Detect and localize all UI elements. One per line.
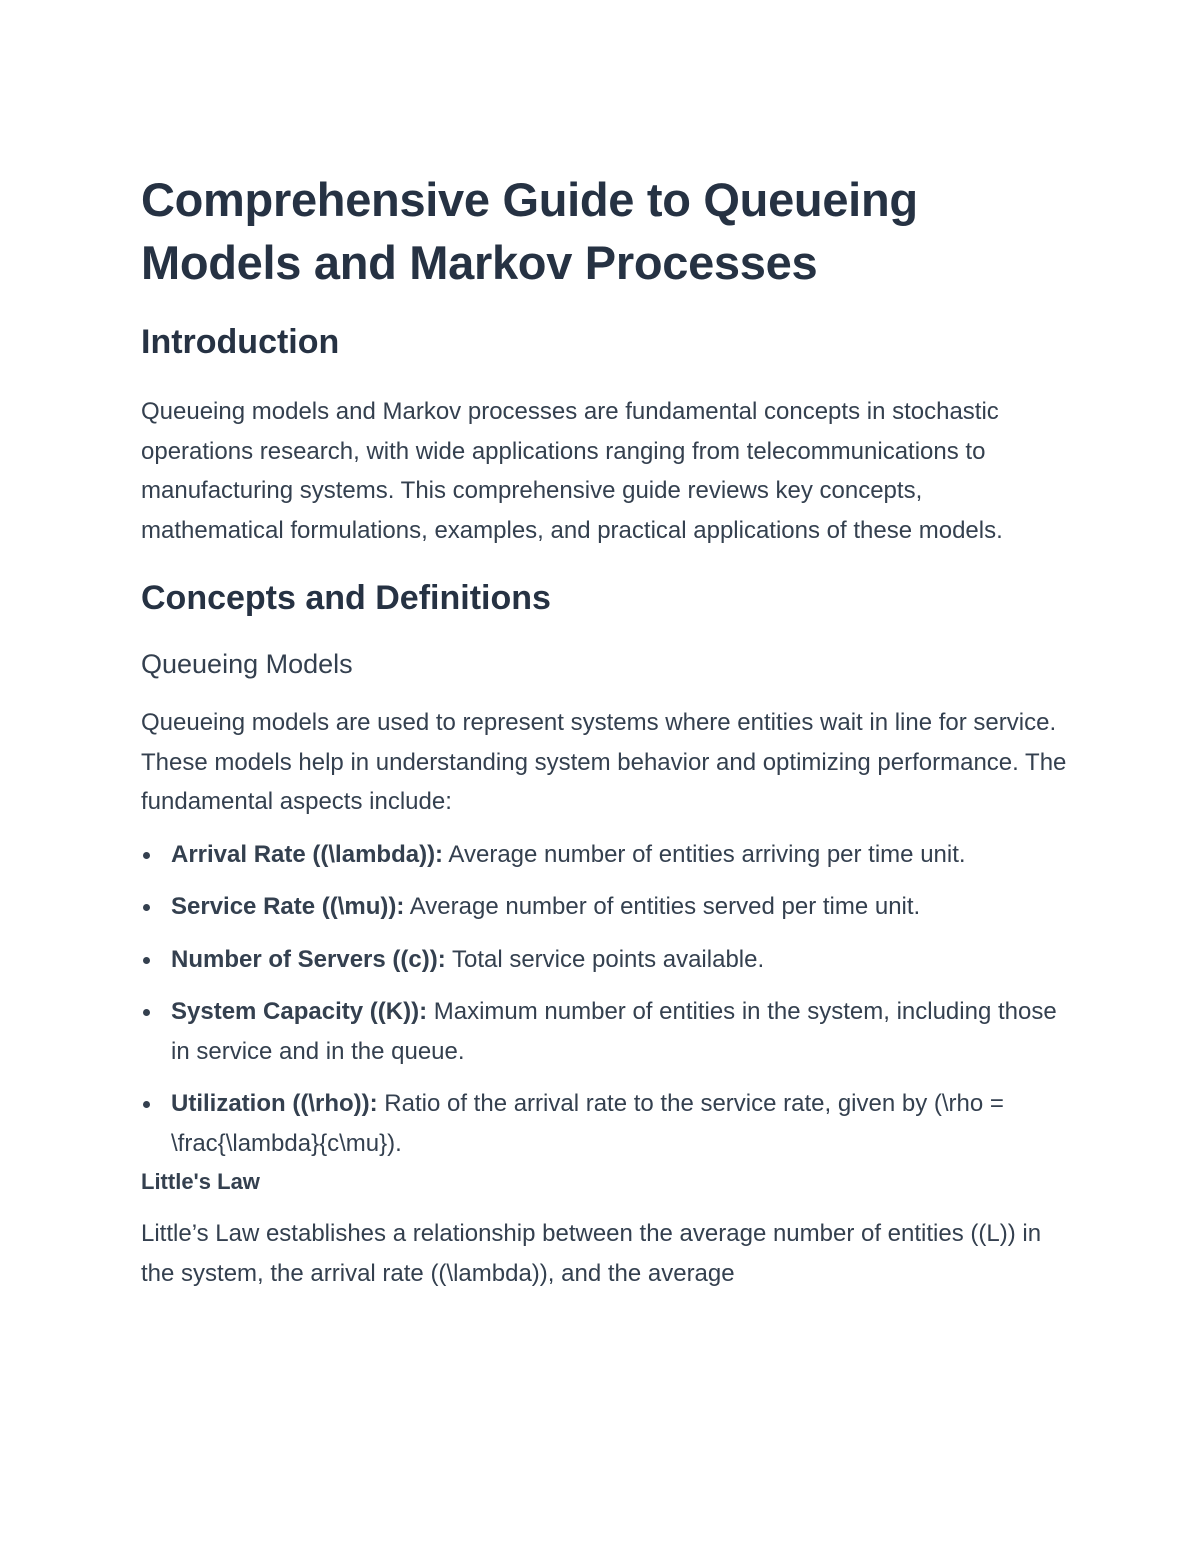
list-item-description: Total service points available. (445, 945, 765, 973)
page-title: Comprehensive Guide to Queueing Models and Markov Processes (141, 173, 918, 289)
document-page (141, 168, 1071, 1293)
bullet-icon (143, 852, 150, 859)
introduction-heading: Introduction (141, 323, 340, 361)
list-item (141, 1084, 1071, 1163)
list-item (141, 887, 1071, 927)
list-item-term: Arrival Rate ((\lambda)): (171, 840, 444, 868)
list-item-description: Ratio of the arrival rate to the service rate, given by (\rho = \frac{\lambda}{c\mu}). (171, 1090, 1004, 1157)
list-item-description: Average number of entities arriving per time unit. (443, 840, 966, 868)
aspects-list (141, 835, 1071, 1164)
queueing-models-heading: Queueing Models (141, 649, 353, 679)
littles-law-heading: Little's Law (141, 1169, 260, 1194)
list-item-term: Utilization ((\rho)): (171, 1090, 378, 1117)
concepts-heading: Concepts and Definitions (141, 579, 551, 617)
bullet-icon (143, 904, 150, 911)
bullet-icon (143, 957, 150, 964)
list-item-term: Number of Servers ((c)): (171, 945, 446, 973)
list-item-description: Average number of entities served per time unit. (404, 893, 921, 920)
bullet-icon (143, 1101, 150, 1108)
queueing-models-paragraph: Queueing models are used to represent systems where entities wait in line for service. These models help in understanding system behavior and optimizing performance. The fundamental aspects include: (141, 709, 1067, 815)
list-item-description: Maximum number of entities in the system, including those in service and in the queue. (171, 998, 1057, 1065)
list-item (141, 835, 1071, 875)
list-item-term: System Capacity ((K)): (171, 998, 428, 1025)
bullet-icon (143, 1009, 150, 1016)
introduction-paragraph: Queueing models and Markov processes are fundamental concepts in stochastic operations research, with wide applications ranging from telecommunications to manufacturing systems. This comprehensive guide reviews key concepts, mathematical formulations, examples, and practical applications of these models. (141, 398, 1003, 544)
littles-law-paragraph: Little’s Law establishes a relationship between the average number of entities ((L)) in the system, the arrival rate ((\lambda)), and the average (141, 1220, 1042, 1287)
list-item (141, 940, 1071, 980)
list-item-term: Service Rate ((\mu)): (171, 893, 405, 920)
list-item (141, 992, 1071, 1071)
